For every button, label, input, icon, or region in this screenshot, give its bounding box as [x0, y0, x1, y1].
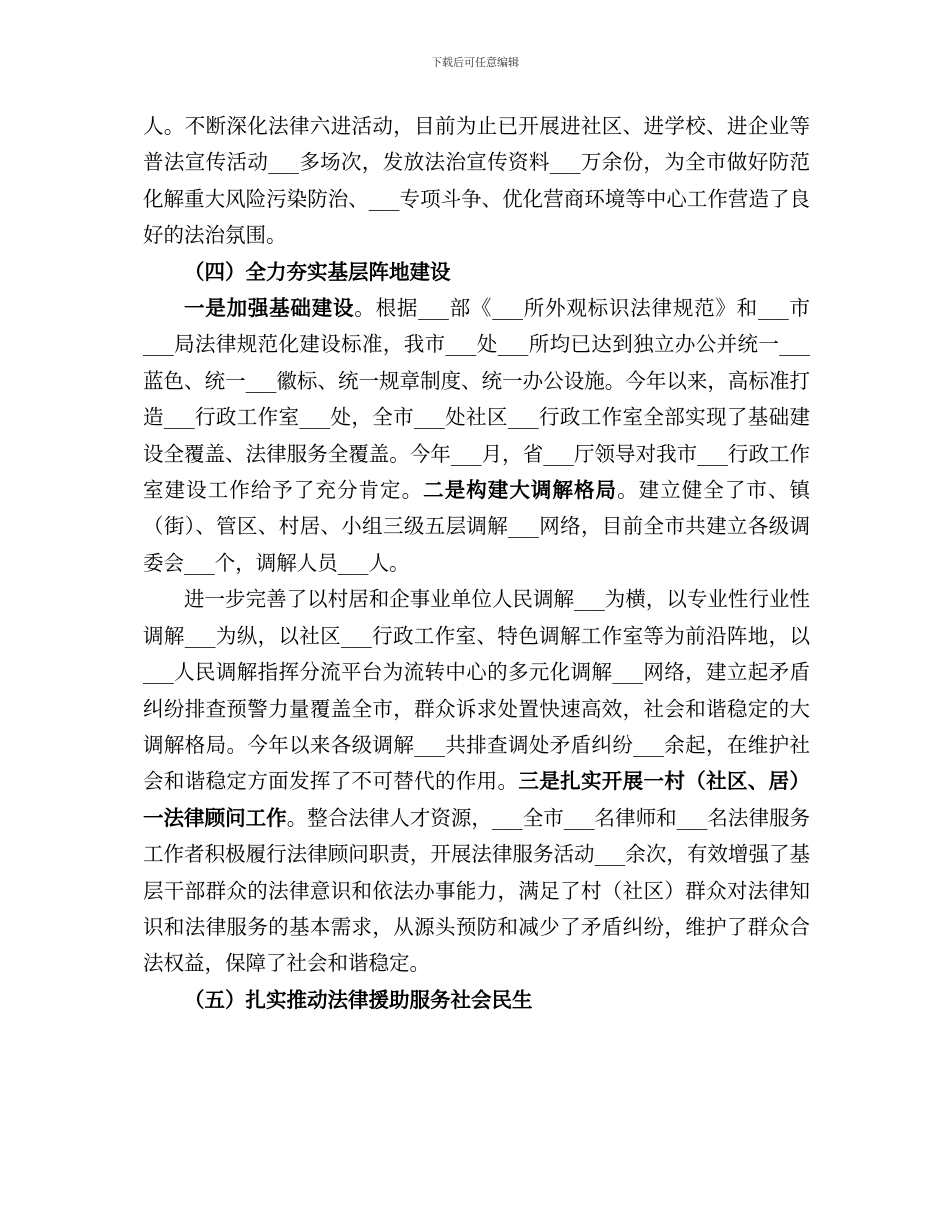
paragraph-2 — [143, 290, 810, 581]
paragraph-2-lead-1: 一是加强基础建设 — [184, 296, 355, 321]
paragraph-2-text-1: 。根据___部《___所外观标识法律规范》和___市___局法律规范化建设标准，我市___处___所均已达到独立办公并统一___蓝色、统一___徽标、统一规章制度、统一办公设施。今年以来，高标准打造___行政工作室___处，全市___处社区___行政工作室全部实现了基础建设全覆盖、法律服务全覆盖。今年___月，省___厅领导对我市___行政工作室建设工作给予了充分肯定。 — [143, 296, 810, 503]
page-header: 下载后可任意编辑 — [431, 56, 519, 69]
paragraph-3-text-1: 进一步完善了以村居和企事业单位人民调解___为横，以专业性行业性调解___为纵，以社区___行政工作室、特色调解工作室等为前沿阵地，以___人民调解指挥分流平台为流转中心的多元化调解___网络，建立起矛盾纠纷排查预警力量覆盖全市，群众诉求处置快速高效，社会和谐稳定的大调解格局。今年以来各级调解___共排查调处矛盾纠纷___余起，在维护社会和谐稳定方面发挥了不可替代的作用。 — [143, 587, 810, 794]
section-heading-4: （四）全力夯实基层阵地建设 — [184, 259, 451, 284]
paragraph-2-text-2: 。建立健全了市、镇（街）、管区、村居、小组三级五层调解___网络，目前全市共建立各级调委会___个，调解人员___人。 — [143, 478, 811, 575]
paragraph-3 — [143, 581, 810, 981]
document-body — [143, 108, 810, 1018]
paragraph-2-lead-2: 二是构建大调解格局 — [423, 478, 618, 503]
paragraph-1: 人。不断深化法律六进活动，目前为止已开展进社区、进学校、进企业等普法宣传活动___多场次，发放法治宣传资料___万余份，为全市做好防范化解重大风险污染防治、___专项斗争、优化营商环境等中心工作营造了良好的法治氛围。 — [143, 114, 810, 248]
section-heading-5: （五）扎实推动法律援助服务社会民生 — [184, 987, 533, 1012]
paragraph-3-text-2: 。整合法律人才资源，___全市___名律师和___名法律服务工作者积极履行法律顾问职责，开展法律服务活动___余次，有效增强了基层干部群众的法律意识和依法办事能力，满足了村（社区）群众对法律知识和法律服务的基本需求，从源头预防和减少了矛盾纠纷，维护了群众合法权益，保障了社会和谐稳定。 — [143, 805, 811, 976]
paragraph-3-lead-1: 三是扎实开展一村（社区、居）一法律顾问工作 — [143, 769, 811, 830]
